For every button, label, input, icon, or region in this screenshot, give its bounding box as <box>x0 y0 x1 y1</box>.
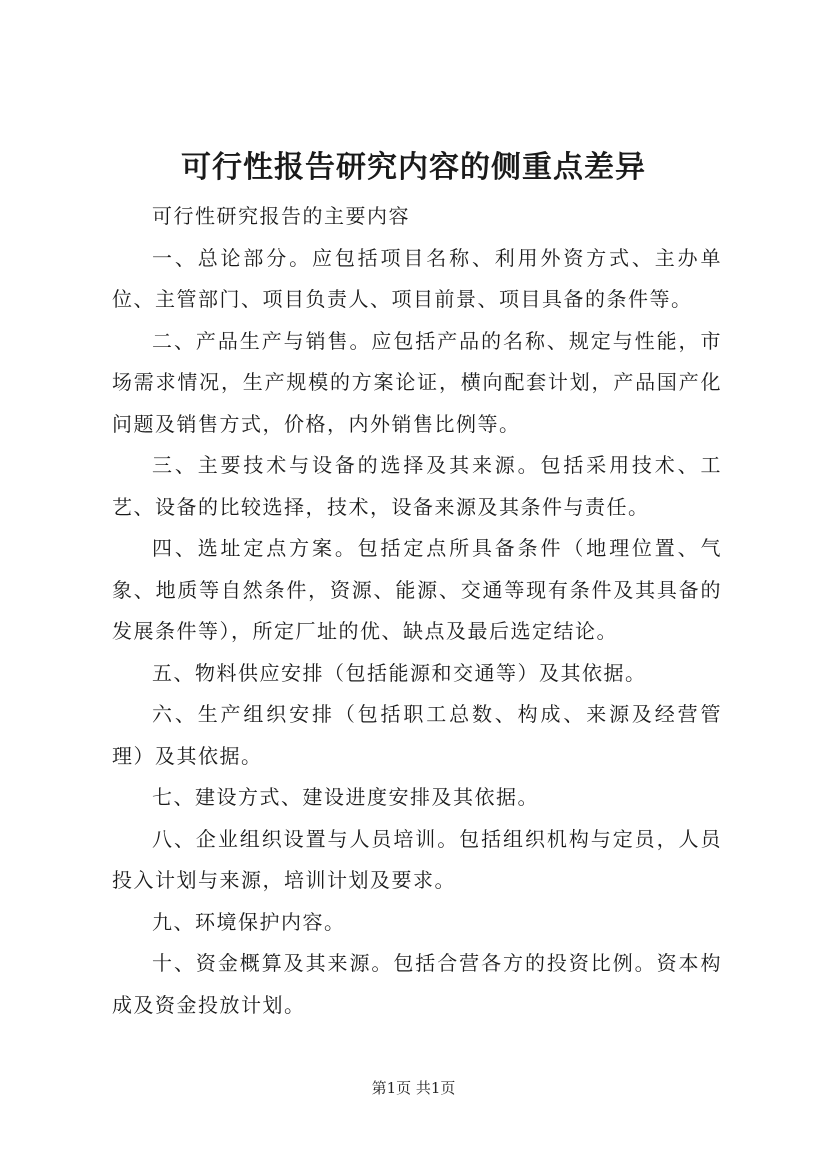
paragraph-section-3: 三、主要技术与设备的选择及其来源。包括采用技术、工艺、设备的比较选择，技术，设备来源及其条件与责任。 <box>112 453 722 519</box>
paragraph-section-6: 六、生产组织安排（包括职工总数、构成、来源及经营管理）及其依据。 <box>112 702 722 768</box>
paragraph-section-5: 五、物料供应安排（包括能源和交通等）及其依据。 <box>152 660 647 685</box>
document-body <box>112 196 722 1026</box>
paragraph-section-1: 一、总论部分。应包括项目名称、利用外资方式、主办单位、主管部门、项目负责人、项目前景、项目具备的条件等。 <box>112 245 722 311</box>
paragraph-section-7: 七、建设方式、建设进度安排及其依据。 <box>152 785 539 809</box>
paragraph-section-4: 四、选址定点方案。包括定点所具备条件（地理位置、气象、地质等自然条件，资源、能源、交通等现有条件及其具备的发展条件等），所定厂址的优、缺点及最后选定结论。 <box>112 536 722 643</box>
paragraph-section-10: 十、资金概算及其来源。包括合营各方的投资比例。资本构成及资金投放计划。 <box>112 951 722 1017</box>
paragraph-section-8: 八、企业组织设置与人员培训。包括组织机构与定员，人员投入计划与来源，培训计划及要求。 <box>112 826 722 892</box>
paragraph-section-2: 二、产品生产与销售。应包括产品的名称、规定与性能，市场需求情况，生产规模的方案论证，横向配套计划，产品国产化问题及销售方式，价格，内外销售比例等。 <box>112 328 722 436</box>
page-number-footer: 第1页 共1页 <box>371 1079 456 1097</box>
document-title: 可行性报告研究内容的侧重点差异 <box>181 150 646 185</box>
paragraph-section-9: 九、环境保护内容。 <box>152 909 346 934</box>
paragraph-intro: 可行性研究报告的主要内容 <box>152 204 410 228</box>
